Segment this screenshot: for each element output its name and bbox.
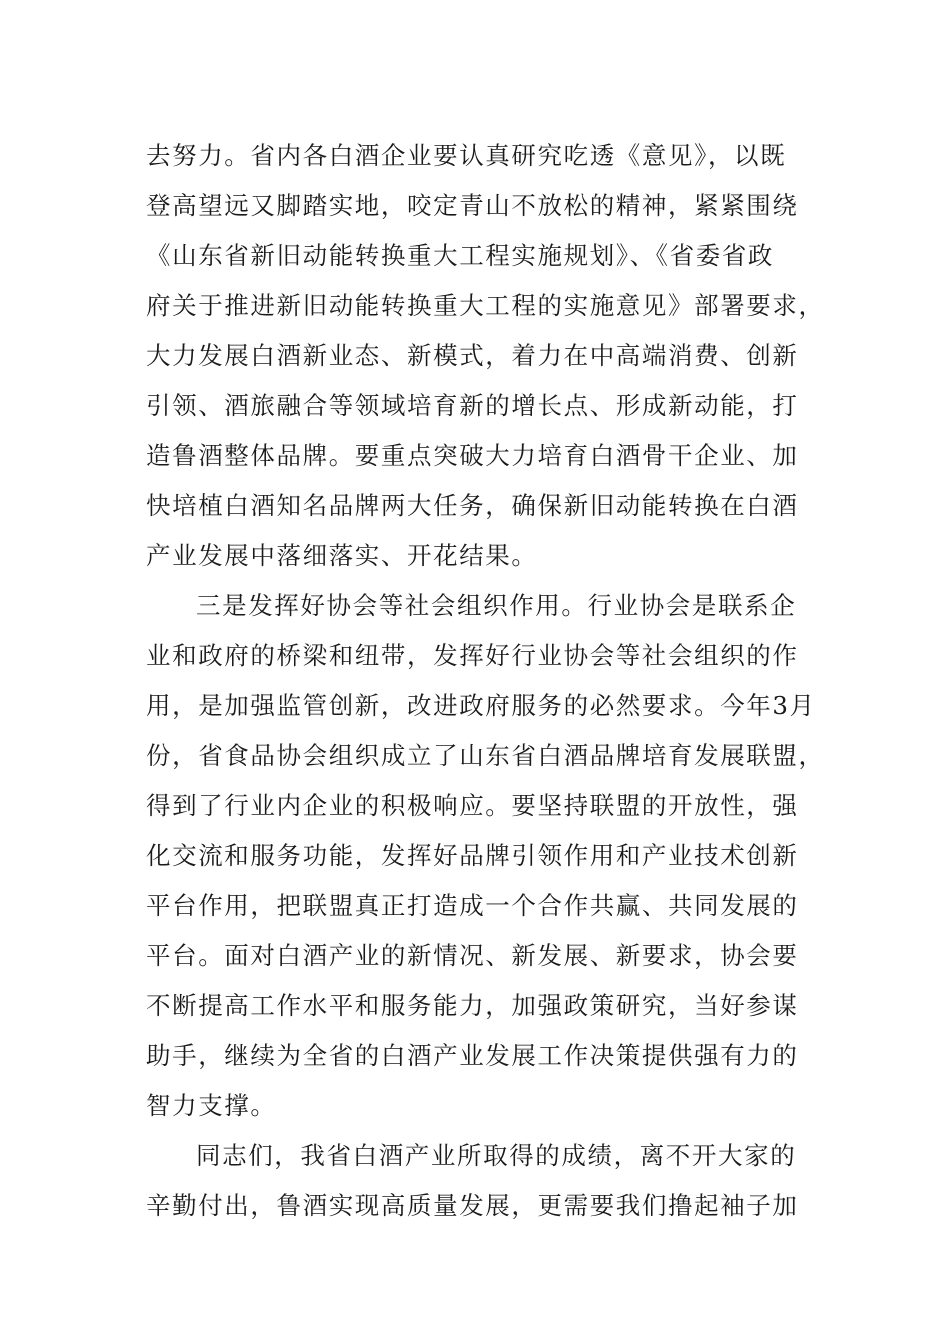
text-line: 平台。面对白酒产业的新情况、新发展、新要求，协会要 [146, 941, 799, 970]
text-line: 业和政府的桥梁和纽带，发挥好行业协会等社会组织的作 [146, 641, 799, 670]
text-line: 智力支撑。 [146, 1091, 277, 1120]
text-line: 去努力。省内各白酒企业要认真研究吃透《意见》，以既 [146, 141, 787, 170]
text-line: 《山东省新旧动能转换重大工程实施规划》、《省委省政 [146, 241, 774, 270]
text-line: 造鲁酒整体品牌。要重点突破大力培育白酒骨干企业、加 [146, 441, 799, 470]
text-line: 产业发展中落细落实、开花结果。 [146, 541, 538, 570]
text-line: 平台作用，把联盟真正打造成一个合作共赢、共同发展的 [146, 891, 799, 920]
text-line: 大力发展白酒新业态、新模式，着力在中高端消费、创新 [146, 341, 799, 370]
text-line: 府关于推进新旧动能转换重大工程的实施意见》部署要求， [146, 291, 825, 320]
text-line: 快培植白酒知名品牌两大任务，确保新旧动能转换在白酒 [146, 491, 799, 520]
document-body [146, 131, 825, 1231]
text-line: 助手，继续为全省的白酒产业发展工作决策提供强有力的 [146, 1041, 799, 1070]
text-line: 不断提高工作水平和服务能力，加强政策研究，当好参谋 [146, 991, 799, 1020]
text-line: 用，是加强监管创新，改进政府服务的必然要求。今年3月 [146, 691, 816, 720]
text-line: 引领、酒旅融合等领域培育新的增长点、形成新动能，打 [146, 391, 799, 420]
text-line: 登高望远又脚踏实地，咬定青山不放松的精神，紧紧围绕 [146, 191, 799, 220]
text-line: 辛勤付出，鲁酒实现高质量发展，更需要我们撸起袖子加 [146, 1191, 799, 1220]
text-line: 化交流和服务功能，发挥好品牌引领作用和产业技术创新 [146, 841, 799, 870]
text-line: 得到了行业内企业的积极响应。要坚持联盟的开放性，强 [146, 791, 799, 820]
text-line: 份，省食品协会组织成立了山东省白酒品牌培育发展联盟， [146, 741, 825, 770]
paragraph-start-line: 同志们，我省白酒产业所取得的成绩，离不开大家的 [196, 1141, 797, 1170]
paragraph-start-line: 三是发挥好协会等社会组织作用。行业协会是联系企 [196, 591, 797, 620]
